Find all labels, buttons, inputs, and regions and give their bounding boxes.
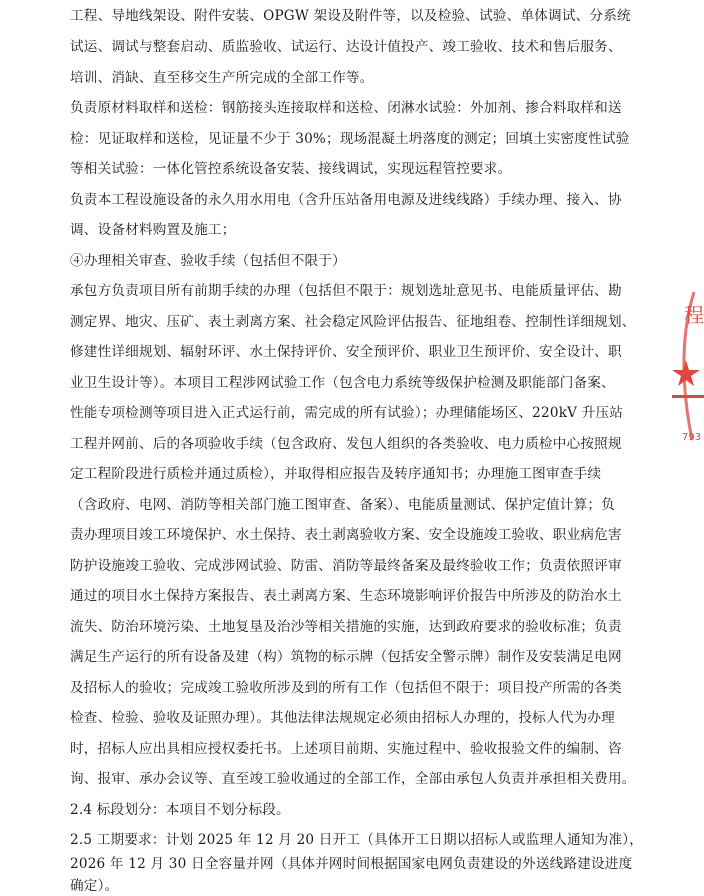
text-line-13: 业卫生设计等）。本项目工程涉网试验工作（包含电力系统等级保护检测及职能部门备案、 bbox=[70, 375, 615, 391]
text-line-18: 责办理项目竣工环境保护、水土保持、表土剥离验收方案、安全设施竣工验收、职业病危害 bbox=[70, 527, 622, 543]
text-line-20: 通过的项目水土保持方案报告、表土剥离方案、生态环境影响评价报告中所涉及的防治水土 bbox=[70, 588, 622, 604]
text-line-2: 试运、调试与整套启动、质监验收、试运行、达设计值投产、竣工验收、技术和售后服务、 bbox=[70, 39, 622, 55]
seal-char: 程 bbox=[684, 303, 704, 327]
text-line-14: 性能专项检测等项目进入正式运行前，需完成的所有试验）；办理储能场区、220kV 升压站 bbox=[70, 405, 624, 421]
text-line-5: 检：见证取样和送检，见证量不少于 30%；现场混凝土坍落度的测定；回填土实密度性试验 bbox=[70, 131, 630, 147]
text-line-7: 负责本工程设施设备的永久用水用电（含升压站备用电源及进线线路）手续办理、接入、协 bbox=[70, 192, 622, 208]
text-line-15: 工程并网前、后的各项验收手续（包含政府、发包人组织的各类验收、电力质检中心按照规 bbox=[70, 436, 622, 452]
text-line-26: 询、报审、承办会议等、直至竣工验收通过的全部工作，全部由承包人负责并承担相关费用。 bbox=[70, 771, 636, 787]
text-line-4: 负责原材料取样和送检：钢筋接头连接取样和送检、闭淋水试验：外加剂、掺合料取样和送 bbox=[70, 100, 622, 116]
text-line-12: 修建性详细规划、辐射环评、水土保持评价、安全预评价、职业卫生预评价、安全设计、职 bbox=[70, 344, 622, 360]
text-line-9: ④办理相关审查、验收手续（包括但不限于） bbox=[70, 253, 346, 269]
text-line-16: 定工程阶段进行质检并通过质检），并取得相应报告及转序通知书；办理施工图审查手续 bbox=[70, 466, 602, 482]
text-line-27: 2.4 标段划分：本项目不划分标段。 bbox=[70, 802, 290, 818]
text-line-11: 测定界、地灾、压矿、表土剥离方案、社会稳定风险评估报告、征地组卷、控制性详细规划、 bbox=[70, 314, 636, 330]
text-line-25: 时，招标人应出具相应授权委托书。上述项目前期、实施过程中、验收报验文件的编制、咨 bbox=[70, 741, 622, 757]
text-line-3: 培训、消缺、直至移交生产所完成的全部工作等。 bbox=[70, 70, 374, 86]
text-line-22: 满足生产运行的所有设备及建（构）筑物的标示牌（包括安全警示牌）制作及安装满足电网 bbox=[70, 649, 622, 665]
text-line-21: 流失、防治环境污染、土地复垦及治沙等相关措施的实施，达到政府要求的验收标准；负责 bbox=[70, 619, 622, 635]
official-seal bbox=[672, 290, 704, 460]
seal-number: 793 bbox=[682, 432, 702, 443]
text-line-6: 等相关试验：一体化管控系统设备安装、接线调试，实现远程管控要求。 bbox=[70, 161, 512, 177]
text-line-30: 确定）。 bbox=[70, 878, 119, 894]
text-line-1: 工程、导地线架设、附件安装、OPGW 架设及附件等，以及检验、试验、单体调试、分系统 bbox=[70, 8, 631, 24]
text-line-23: 及招标人的验收；完成竣工验收所涉及到的所有工作（包括但不限于：项目投产所需的各类 bbox=[70, 680, 622, 696]
text-line-24: 检查、检验、验收及证照办理）。其他法律法规规定必须由招标人办理的，投标人代为办理 bbox=[70, 710, 615, 726]
text-line-19: 防护设施竣工验收、完成涉网试验、防雷、消防等最终备案及最终验收工作；负责依照评审 bbox=[70, 558, 622, 574]
text-line-10: 承包方负责项目所有前期手续的办理（包括但不限于：规划选址意见书、电能质量评估、勘 bbox=[70, 283, 622, 299]
text-line-29: 2026 年 12 月 30 日全容量并网（具体并网时间根据国家电网负责建设的外送线路建设进度 bbox=[70, 856, 633, 872]
text-line-17: （含政府、电网、消防等相关部门施工图审查、备案）、电能质量测试、保护定值计算；负 bbox=[70, 497, 615, 513]
text-line-8: 调、设备材料购置及施工； bbox=[70, 222, 236, 238]
text-line-28: 2.5 工期要求：计划 2025 年 12 月 20 日开工（具体开工日期以招标人或监理人通知为准）， bbox=[70, 832, 644, 848]
